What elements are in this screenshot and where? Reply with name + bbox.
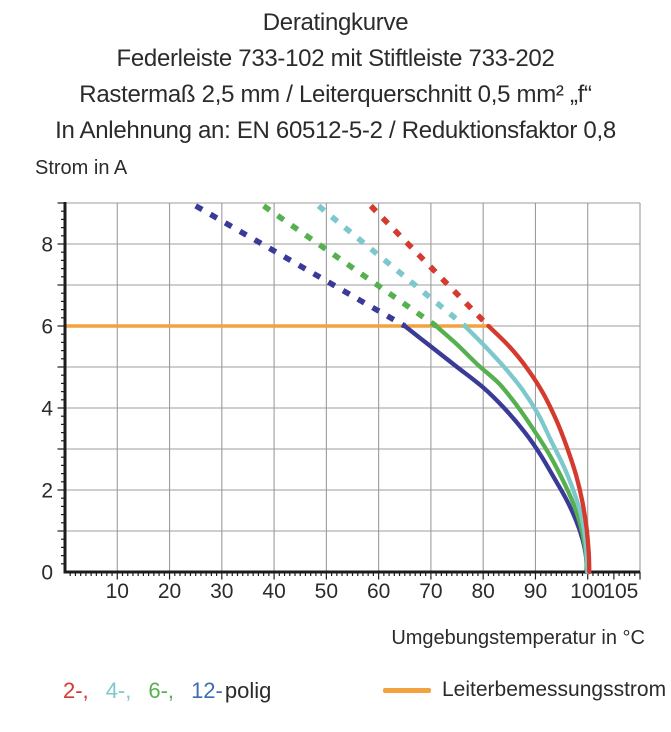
svg-text:6: 6 (41, 315, 53, 339)
chart-title-line-2: Federleiste 733-102 mit Stiftleiste 733-202 (116, 45, 555, 72)
reference-legend (383, 678, 666, 702)
grid-lines (65, 203, 640, 572)
svg-text:70: 70 (419, 580, 443, 603)
svg-text:30: 30 (210, 580, 234, 603)
reference-line-label: Leiterbemessungsstrom (442, 678, 667, 701)
svg-text:50: 50 (314, 580, 339, 603)
svg-text:8: 8 (41, 233, 53, 257)
x-axis-title: Umgebungstemperatur in °C (391, 627, 645, 649)
chart-title-line-1: Deratingkurve (262, 9, 409, 36)
legend-pole-4: 4-, (105, 678, 132, 703)
svg-text:105: 105 (603, 580, 639, 603)
svg-text:10: 10 (105, 580, 129, 603)
svg-text:0: 0 (41, 561, 53, 585)
derating-curves (196, 206, 590, 572)
svg-text:2: 2 (41, 479, 53, 503)
svg-text:60: 60 (366, 580, 391, 603)
axes (64, 202, 641, 574)
chart-title-line-3: Rastermaß 2,5 mm / Leiterquerschnitt 0,5 mm² „f“ (79, 81, 592, 108)
curve-dashed-6-polig (264, 206, 437, 326)
svg-text:20: 20 (157, 580, 182, 603)
poles-legend (63, 678, 271, 704)
curve-dashed-12-polig (196, 206, 405, 326)
y-axis-title: Strom in A (35, 157, 128, 179)
legend-pole-suffix: polig (224, 678, 272, 703)
reference-line-swatch (383, 688, 431, 693)
svg-text:40: 40 (262, 580, 286, 603)
tick-labels (41, 234, 638, 604)
chart-title-line-4: In Anlehnung an: EN 60512-5-2 / Reduktionsfaktor 0,8 (55, 117, 616, 144)
axis-ticks (58, 203, 641, 580)
svg-text:100: 100 (570, 580, 606, 603)
legend-pole-2: 2-, (63, 678, 89, 703)
svg-text:90: 90 (523, 580, 548, 603)
svg-text:80: 80 (471, 580, 495, 603)
legend-pole-12: 12- (191, 678, 223, 703)
svg-text:4: 4 (41, 397, 53, 421)
curve-dashed-4-polig (319, 206, 465, 326)
legend-pole-6: 6-, (148, 678, 175, 703)
